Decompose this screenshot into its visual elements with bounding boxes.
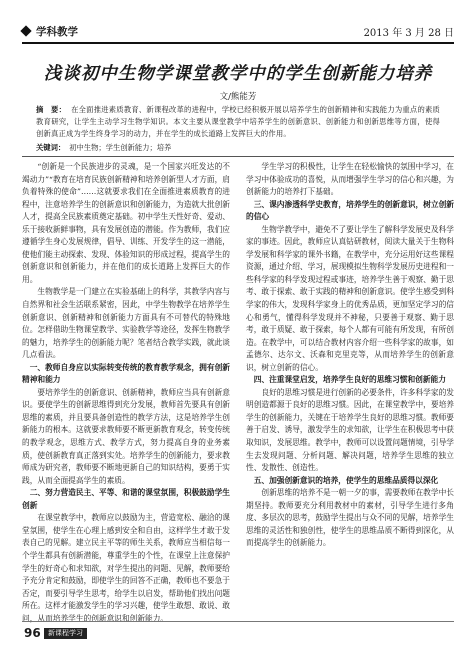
page-footer: [22, 621, 454, 643]
keywords-label: 关键词：: [36, 143, 66, 152]
abstract-divider: [22, 156, 454, 157]
page-number: 96: [24, 626, 41, 640]
column-name: 学科教学: [36, 26, 78, 38]
body-paragraph: 生物学教学中，避免不了要让学生了解科学发展史及科学家的事迹。因此，教师应认真钻研教材，阅读大量关于生物科学发展和科学家的课外书籍，在教学中，充分运用好这些课程资源，通过介绍、学习，展现模拟生物科学发展历史进程和一些科学家的科学发现过程或事迹，培养学生善于观察、勤于思考、敢于探索、敢于实践的精神和创新意识。使学生感受到科学家的伟大，发现科学家身上的优秀品质，更加坚定学习的信心和勇气，懂得科学发现并不神秘，只要善于观察、勤于思考，敢于质疑、敢于探索，每个人都有可能有所发现，有所创造。在教学中，可以结合教材内容介绍一些科学家的故事，如孟德尔、达尔文、沃森和克里克等，从而培养学生的创新意识，树立创新的信心。: [246, 224, 454, 372]
article-title: 浅谈初中生物学课堂教学中的学生创新能力培养: [43, 64, 433, 84]
body-column-right: [246, 161, 454, 611]
article-author: 文/熊能芳: [219, 92, 257, 102]
section-heading: 五、加强创新意识的培养，使学生的思维品质得以深化: [253, 475, 439, 485]
section-heading: 一、教师自身应以实际转变传统的教育教学观念，拥有创新精神和能力: [22, 362, 230, 385]
body-paragraph: 生物教学是一门建立在实验基础上的科学，其教学内容与自然界和社会生活联系紧密，因此，中学生物教学在培养学生创新意识、创新精神和创新能力方面具有不可替代的特殊地位。怎样借助生物课堂教学、实验教学等途径，发挥生物教学的魅力，培养学生的创新能力呢？笔者结合教学实践，就此谈几点看法。: [22, 287, 230, 360]
issue-date: 2013 年 3 月 28 日: [363, 28, 454, 39]
section-diamond-icon: [20, 25, 31, 36]
abstract-label: 摘 要：: [36, 105, 67, 114]
section-heading: 四、注重课堂启发，培养学生良好的思维习惯和创新能力: [253, 375, 446, 385]
body-paragraph: 学生学习的积极性，让学生在轻松愉快的氛围中学习，在学习中体验成功的喜悦，从而增强学生学习的信心和兴趣，为创新能力的培养打下基础。: [246, 162, 454, 197]
abstract: [36, 104, 440, 141]
keywords: [36, 142, 440, 154]
body-column-left: [22, 161, 230, 623]
header-rule: [22, 42, 454, 44]
body-paragraph: 良好的思维习惯是进行创新的必要条件，许多科学家的发明创造都源于良好的思维习惯。因此，在课堂教学中，要培养学生的创新能力，关键在于培养学生良好的思维习惯。教师要善于启发、诱导，激发学生的求知欲，让学生在积极思考中获取知识，发展思维。教学中，教师可以设置问题情境，引导学生去发现问题、分析问题、解决问题，培养学生思维的独立性、发散性、创造性。: [246, 387, 454, 473]
body-paragraph: 要培养学生的创新意识、创新精神，教师应当具有创新意识。要使学生的创新思维得到充分发展，教师首先要具有创新思维的素质，并且要具备创造性的教学方法，这是培养学生创新能力的根本。这就要求教师要不断更新教育观念，转变传统的教学观念，思维方式、教学方式，努力提高自身的业务素质，使创新教育真正落到实处。培养学生的创新能力，要求教师成为研究者，教师要不断地更新自己的知识结构，要勇于实践，从而全面提高学生的素质。: [22, 387, 230, 485]
section-heading: 二、努力营造民主、平等、和谐的课堂氛围，积极鼓励学生创新: [22, 488, 230, 510]
body-paragraph: “创新是一个民族进步的灵魂，是一个国家兴旺发达的不竭动力”“教育在培育民族创新精神和培养创新型人才方面，肩负着特殊的使命”……这就要求我们在全面推进素质教育的进程中，注意培养学生的创新意识和创新能力，为造就大批创新人才，提高全民族素质奠定基础。初中学生天性好奇、爱动、乐于接收新鲜事物，具有发展创造的潜能。作为教师，我们应遵循学生身心发展规律，倡导、训练、开发学生的这一潜能，使他们能主动探索、发现、体验知识的形成过程，提高学生的创新意识和创新能力，并在他们的成长道路上发挥巨大的作用。: [22, 162, 230, 284]
abstract-text: 在全面推进素质教育、新课程改革的进程中，学校已经积极开展以培养学生的创新精神和实践能力为重点的素质教育研究，让学生主动学习生物学知识。本文主要从课堂教学中培养学生的创新意识、创新能力和创新思维等方面，使得创新真正成为学生终身学习的动力，并在学生的成长道路上发挥巨大的作用。: [36, 105, 440, 139]
running-header: [22, 24, 454, 40]
keywords-text: 初中生物；学生创新能力；培养: [69, 143, 172, 152]
section-heading: 三、课内渗透科学史教育，培养学生的创新意识，树立创新的信心: [246, 199, 454, 222]
body-paragraph: 创新思维的培养不是一朝一夕的事，需要教师在教学中长期坚持。教师要充分利用教材中的素材，引导学生进行多角度、多层次的思考，鼓励学生提出与众不同的见解，培养学生思维的灵活性和独创性，使学生的思维品质不断得到深化，从而提高学生的创新能力。: [246, 488, 454, 548]
magazine-name: 新课程学习: [44, 628, 87, 639]
body-paragraph: 在课堂教学中，教师应以鼓励为主，营造宽松、融洽的课堂氛围，使学生在心理上感到安全和自由，这样学生才敢于发表自己的见解。建立民主平等的师生关系，教师应当相信每一个学生都具有创新潜能，尊重学生的个性，在课堂上注意保护学生的好奇心和求知欲，对学生提出的问题、见解，教师要给予充分肯定和鼓励，即使学生的回答不正确，教师也不要急于否定，而要引导学生思考，给学生以启发，帮助他们找出问题所在。这样才能激发学生的学习兴趣，使学生敢想、敢说、敢问，从而培养学生的创新意识和创新能力。: [22, 513, 230, 623]
